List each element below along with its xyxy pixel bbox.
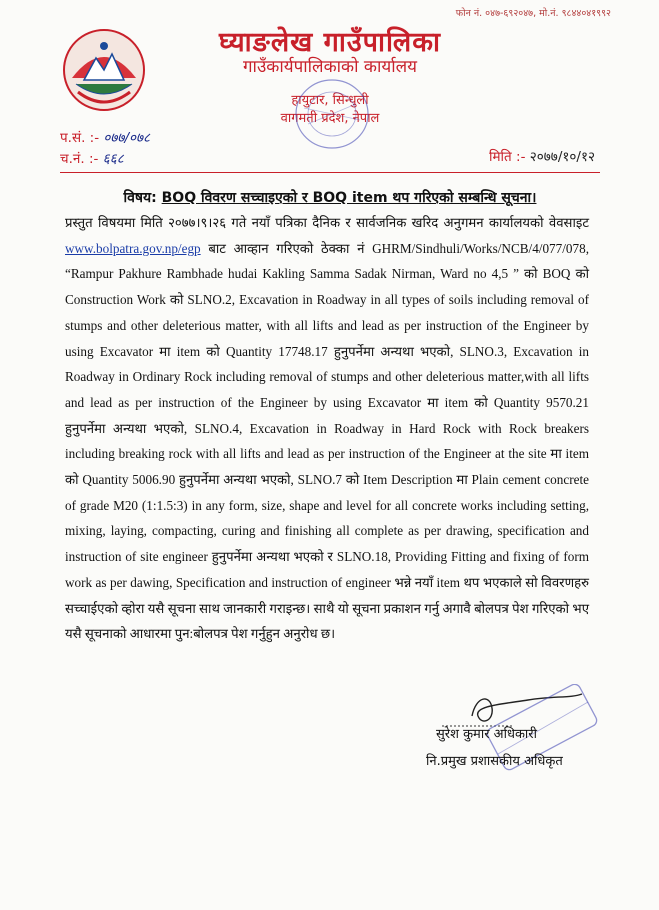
letter-serial-number (60, 128, 150, 146)
date-value: २०७७/१०/१२ (529, 149, 595, 165)
body-text-part2: बाट आव्हान गरिएको ठेक्का नं GHRM/Sindhuli/Works/NCB/4/077/078, “Rampur Pakhure Rambhade hudai Kakling Samma Sadak Nirman, Ward no 4,5 ” को BOQ को Construction Work को SLNO.2, Excavation in Roadway in all types of soils including removal of stumps and other deleterious matter, with all lifts and lead as per instruction of the Engineer by using Excavator मा item को Quantity 17748.17 हुनुपर्नेमा अन्यथा भएको, SLNO.3, Excavation in Roadway in Ordinary Rock including removal of stumps and other deleterious matter,with all lifts and lead as per instruction of the Engineer by using Excavator मा item को Quantity 9570.21 हुनुपर्नेमा अन्यथा भएको, SLNO.4, Excavation in Roadway in Hard Rock with Rock breakers including breaking rock with all lifts and lead as per instruction of the Engineer at the site मा item को Quantity 5006.90 हुनुपर्नेमा अन्यथा भएको, SLNO.7 को Item Description मा Plain cement concrete of grade M20 (1:1.5:3) in any form, size, shape and level for all concrete works including setting, mixing, laying, compacting, curing and finishing all complete as per drawing, specification and instruction of site engineer हुनुपर्नेमा अन्यथा भएको र SLNO.18, Providing Fitting and fixing of form work as per dawing, Specification and instruction of engineer भन्ने नयाँ item थप भएकाले सो विवरणहरु सच्चाईएको व्होरा यसै सूचना साथ जानकारी गराइन्छ। साथै यो सूचना प्रकाशन गर्नु अगावै बोलपत्र पेश गरिएको भए यसै सूचनाको आधारमा पुन:बोलपत्र पेश गर्नुहुन अनुरोध छ। (65, 240, 589, 642)
signatory-title: नि.प्रमुख प्रशासकीय अधिकृत (426, 754, 563, 769)
office-seal-stamp (290, 74, 374, 154)
office-name: घ्याङलेख गाउँपालिका (219, 27, 441, 58)
ps-value: ०७७/०७८ (103, 130, 151, 146)
cn-value: ६६८ (102, 151, 124, 167)
contact-numbers: फोन नं. ०४७-६९२०४७, मो.नं. ९८४४०४१९९२ (455, 8, 611, 19)
body-text-part1: प्रस्तुत विषयमा मिति २०७७।९।२६ गते नयाँ पत्रिका दैनिक र सार्वजनिक खरिद अनुगमन कार्यालयको वेवसाइट (65, 215, 589, 230)
office-address-line1: हायुटार, सिन्धुली (291, 93, 369, 108)
notice-body (65, 210, 589, 647)
office-address-line2: वागमती प्रदेश, नेपाल (280, 111, 380, 126)
letter-date (489, 147, 595, 165)
signatory-name: सुरेश कुमार अधिकारी (436, 727, 537, 742)
cn-label: च.नं. :- (60, 151, 103, 167)
dispatch-number (60, 149, 124, 167)
nepal-emblem-icon (62, 28, 146, 112)
subject-label: विषय: (123, 190, 162, 206)
ps-label: प.सं. :- (60, 130, 104, 146)
date-label: मिति :- (488, 149, 530, 165)
header-divider (60, 172, 600, 173)
subject-line (60, 188, 600, 207)
subject-text: BOQ विवरण सच्चाइएको र BOQ item थप गरिएको सम्बन्धि सूचना। (161, 190, 537, 206)
bolpatra-link[interactable]: www.bolpatra.gov.np/egp (65, 240, 201, 256)
office-subtitle: गाउँकार्यपालिकाको कार्यालय (242, 57, 418, 77)
